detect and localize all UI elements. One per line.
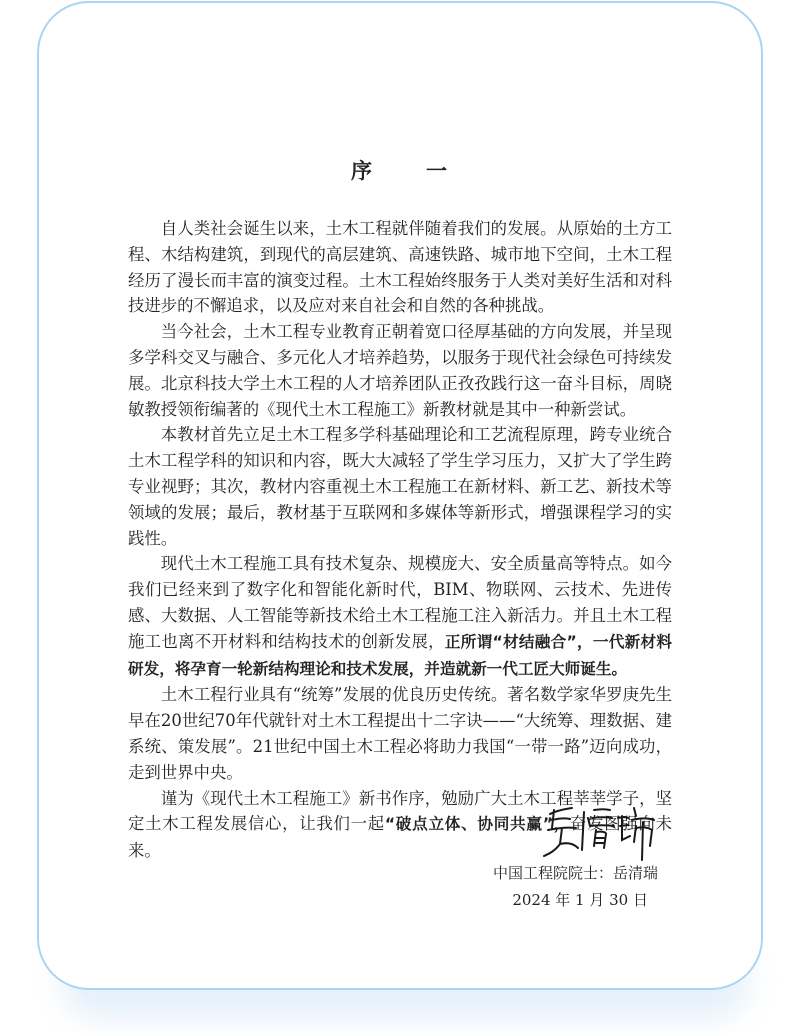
- paragraph: [128, 551, 672, 682]
- paragraph: [128, 422, 672, 551]
- paragraph: [128, 682, 672, 785]
- paragraph: [128, 319, 672, 422]
- paragraph-text: 现代土木工程施工具有技术复杂、规模庞大、安全质量高等特点。如今我们已经来到了数字化和智能化新时代，BIM、物联网、云技术、先进传感、大数据、人工智能等新技术给土木工程施工注入新活力。并且土木工程施工也离不开材料和结构技术的创新发展，: [128, 554, 672, 651]
- paragraph-text: 当今社会，土木工程专业教育正朝着宽口径厚基础的方向发展，并呈现多学科交叉与融合、多元化人才培养趋势，以服务于现代社会绿色可持续发展。北京科技大学土木工程的人才培养团队正孜孜践行这一奋斗目标，周晓敏教授领衔编著的《现代土木工程施工》新教材就是其中一种新尝试。: [128, 322, 672, 419]
- preface-body: [128, 216, 672, 864]
- title-char-2: 一: [426, 159, 449, 183]
- paragraph: [128, 216, 672, 319]
- signature-image: [540, 800, 660, 862]
- title-char-1: 序: [351, 159, 374, 183]
- paragraph-text: 本教材首先立足土木工程多学科基础理论和工艺流程原理，跨专业统合土木工程学科的知识和内容，既大大减轻了学生学习压力，又扩大了学生跨专业视野；其次，教材内容重视土木工程施工在新材料、新工艺、新技术等领域的发展；最后，教材基于互联网和多媒体等新形式，增强课程学习的实践性。: [128, 425, 672, 548]
- emphasis-text: 正所谓“材结融合”，一代新材料研发，将孕育一轮新结构理论和技术发展，并造就新一代工匠大师诞生。: [128, 632, 672, 678]
- emphasis-text: “破点立体、协同共赢”，: [384, 815, 571, 834]
- paragraph-text: 自人类社会诞生以来，土木工程就伴随着我们的发展。从原始的土方工程、木结构建筑，到现代的高层建筑、高速铁路、城市地下空间，土木工程经历了漫长而丰富的演变过程。土木工程始终服务于人类对美好生活和对科技进步的不懈追求，以及应对来自社会和自然的各种挑战。: [128, 219, 672, 316]
- paragraph-text: 奋发图强向未来。: [128, 814, 673, 861]
- paragraph-text: 土木工程行业具有“统筹”发展的优良历史传统。著名数学家华罗庚先生早在20世纪70年代就针对土木工程提出十二字诀——“大统筹、理数据、建系统、策发展”。21世纪中国土木工程必将助力我国“一带一路”迈向成功，走到世界中央。: [128, 685, 672, 782]
- paragraph-text: 谨为《现代土木工程施工》新书作序，勉励广大土木工程莘莘学子，坚定土木工程发展信心，让我们一起: [128, 788, 672, 834]
- author-affiliation: 中国工程院院士：岳清瑞: [492, 864, 658, 882]
- signing-date: 2024 年 1 月 30 日: [512, 891, 648, 909]
- page-title: [0, 155, 800, 185]
